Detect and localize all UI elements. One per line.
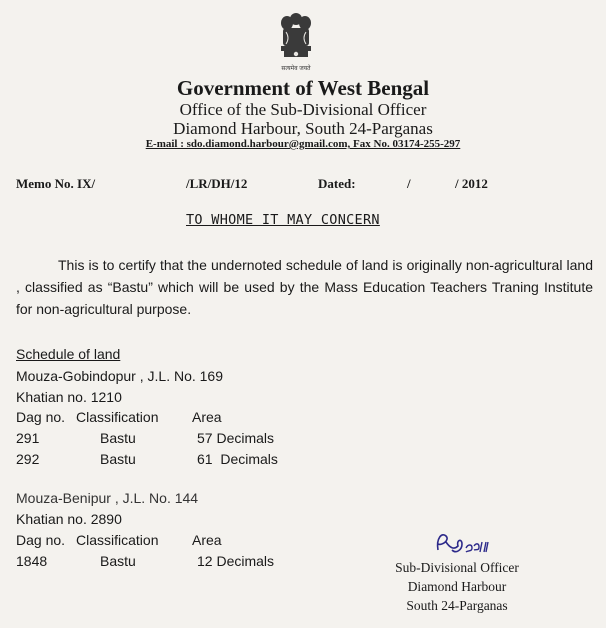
signatory-office: Diamond Harbour	[407, 579, 507, 594]
table-cell-area: 12 Decimals	[197, 553, 275, 569]
table-cell-dag: 291	[16, 430, 40, 446]
signatory-district: South 24-Parganas	[406, 598, 508, 613]
signatory-designation: Sub-Divisional Officer	[395, 560, 519, 575]
schedule-heading: Schedule of land	[16, 346, 121, 362]
block1-header-dag: Dag no.	[16, 409, 66, 425]
memo-dated-label: Dated:	[318, 176, 356, 191]
memo-date-year: / 2012	[455, 176, 488, 191]
table-cell-classification: Bastu	[100, 451, 136, 467]
table-cell-dag: 1848	[16, 553, 48, 569]
block1-khatian: Khatian no. 1210	[16, 389, 122, 405]
table-cell-area: 61 Decimals	[197, 451, 278, 467]
memo-number: Memo No. IX/	[16, 176, 96, 191]
header-title: Government of West Bengal	[176, 76, 430, 100]
block2-khatian: Khatian no. 2890	[16, 511, 122, 527]
table-cell-area: 57 Decimals	[197, 430, 275, 446]
state-emblem-icon	[272, 10, 320, 78]
block2-header-area: Area	[192, 532, 222, 548]
header-location: Diamond Harbour, South 24-Parganas	[173, 119, 433, 138]
block2-header-classification: Classification	[76, 532, 159, 548]
memo-reference: /LR/DH/12	[186, 176, 248, 191]
block2-header-dag: Dag no.	[16, 532, 66, 548]
table-cell-classification: Bastu	[100, 430, 136, 446]
memo-date-separator: /	[407, 176, 411, 191]
header-office: Office of the Sub-Divisional Officer	[179, 100, 427, 119]
table-cell-classification: Bastu	[100, 553, 136, 569]
block2-mouza: Mouza-Benipur , J.L. No. 144	[16, 490, 199, 506]
subject-heading: TO WHOME IT MAY CONCERN	[186, 212, 380, 228]
block1-header-classification: Classification	[76, 409, 159, 425]
handwritten-signature-icon	[432, 528, 512, 558]
certificate-body	[16, 254, 593, 320]
table-cell-dag: 292	[16, 451, 40, 467]
block1-header-area: Area	[192, 409, 222, 425]
certificate-body-text: This is to certify that the undernoted schedule of land is originally non-agricultural land , classified as “Bastu” which will be used by the Mass Education Teachers Traning Institute for non-agricultural purpose.	[16, 257, 593, 317]
block1-mouza: Mouza-Gobindopur , J.L. No. 169	[16, 368, 224, 384]
header-email-fax: E-mail : sdo.diamond.harbour@gmail.com, Fax No. 03174-255-297	[145, 138, 461, 150]
emblem-motto: सत्यमेव जयते	[281, 66, 311, 72]
